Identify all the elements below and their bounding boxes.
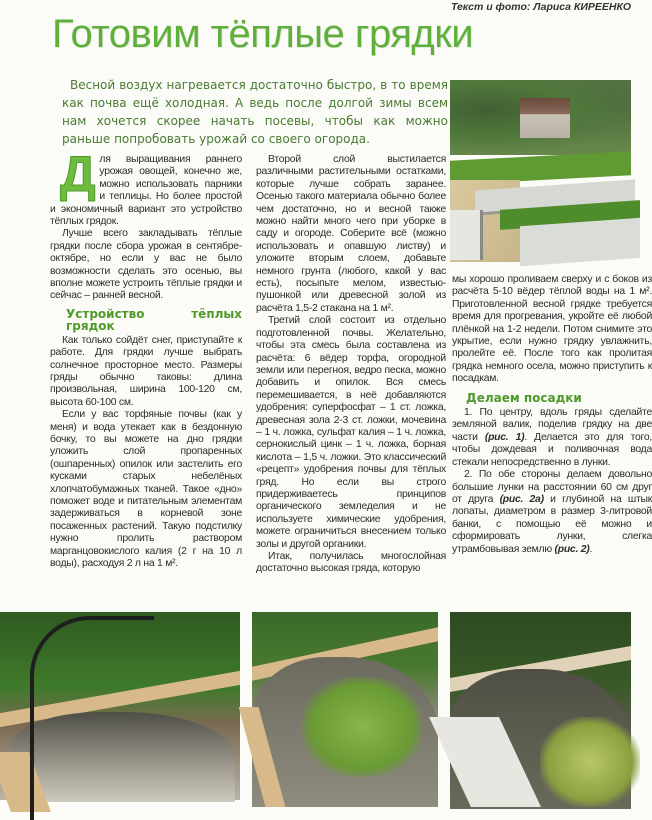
photo-grass-layer	[302, 677, 422, 777]
paragraph-text: 1. По центру, вдоль гряды сделайте земляной валик, поделив грядку на две части	[452, 407, 652, 443]
paragraph	[452, 469, 652, 556]
column-3	[452, 274, 652, 556]
figure-reference: (рис. 2)	[554, 543, 590, 555]
credit-author: Лариса КИРЕЕНКО	[533, 1, 631, 13]
photo-hose	[30, 616, 154, 820]
column-1	[50, 146, 242, 570]
credit-prefix: Текст и фото:	[450, 1, 531, 13]
photo-bed-layer-3	[450, 612, 631, 800]
section-heading-planting: Делаем посадки	[466, 390, 582, 405]
paragraph: Итак, получилась многослойная достаточно высокая гряда, которую	[256, 551, 446, 575]
paragraph-text: . Делается это для того, чтобы дождевая и поливочная вода стекали непосредственно в лунки.	[452, 431, 652, 468]
paragraph: Если у вас торфяные почвы (как у меня) и вода утекает как в бездонную бочку, то вы можете на дно грядки уложить слой пропаренных (ошпаренных) опилок или застелить его кусками старых небелёных хлопчатобумажных тканей. Такое «дно» поможет воде и питательным элементам задерживаться в корневой зоне посаженных растений. Такую подстилку нужно пролить раствором марганцовокислого калия (2 г на 10 л воды), расходуя 2 л на 1 м².	[50, 409, 242, 569]
photo-bed-cover	[520, 218, 640, 266]
photo-covered-garden-beds	[450, 80, 631, 262]
paragraph: Третий слой состоит из отдельно подготовленной почвы. Желательно, чтобы эта смесь была составлена из расчёта: 6 вёдер торфа, огородной земли или перегноя, ведро песка, можно добавить и опилок. Вся смесь перемешивается, в неё добавляются удобрения: суперфосфат – 1 ст. ложка, древесная зола 2-3 ст. ложки, мочевина – 1 ч. ложка, сульфат калия – 1 ч. ложка, сернокислый цинк – 1 ч. ложка, борная кислота – 1,5 ч. ложки. Это классический «рецепт» удобрения почвы для тёплых гряд. Но если вы строго придерживаетесь принципов органического земледелия и не используете химические удобрения, можете ограничиться внесением только золы и другой органики.	[256, 315, 446, 550]
photo-bed-layer-1	[0, 612, 240, 800]
paragraph: Как только сойдёт снег, приступайте к работе. Для грядки лучше выбрать солнечное просторное место. Размеры гряды обычно таковы: длина произвольная, ширина 100-120 см, высота 60-100 см.	[50, 334, 242, 408]
column-2	[256, 154, 446, 576]
article-lead: Весной воздух нагревается достаточно быстро, в то время как почва ещё холодная. А ведь после долгой зимы всем нам хочется скорее начать посевы, чтобы как можно раньше попробовать урожай со своего огорода.	[62, 78, 448, 146]
photo-bed-layer-2	[252, 612, 438, 800]
paragraph	[452, 407, 652, 469]
paragraph	[50, 146, 242, 228]
photo-tub	[450, 210, 483, 260]
section-heading-construction: Устройство тёплых грядок	[66, 306, 242, 334]
paragraph: Второй слой выстилается различными растительными остатками, которые лучше собрать заранее. Осенью такого материала обычно более чем достаточно, но и весной также можно найти много чего при уборке в саду и огороде. Соберите всё (можно использовать и опавшую листву) и уложите вторым слоем, добавьте немного грунта (любого, какой у вас есть), посыпьте мелом, известью-пушонкой или древесной золой из расчёта 1,5-2 стакана на 1 м².	[256, 154, 446, 314]
paragraph: мы хорошо проливаем сверху и с боков из расчёта 5-10 вёдер тёплой воды на 1 м². Приготовленной весной грядке требуется время для прогревания, укройте её любой плёнкой на 1-2 недели. Потом снимите это укрытие, если нужно грядку увлажнить, пролейте её. После того как пролитая грядка немного осела, можно приступить к посадкам.	[452, 274, 652, 385]
figure-reference: (рис. 2а)	[499, 493, 544, 505]
paragraph-text: ля выращивания раннего урожая овощей, конечно же, можно использовать парники и теплицы. Но более простой и экономичный вариант это устройство тёплых грядок.	[50, 154, 242, 228]
figure-reference: (рис. 1)	[484, 431, 525, 443]
paragraph: Лучше всего закладывать тёплые грядки после сбора урожая в сентябре-октябре, но если у вас не было возможности сделать это осенью, вы вполне можете устроить тёплые грядки и сейчас – ранней весной.	[50, 228, 242, 302]
photo-house	[520, 98, 570, 138]
photo-grass-layer	[540, 717, 640, 807]
paragraph-text: и глубиной на штык лопаты, диаметром в размер 3-литровой банки, с помощью её можно и сформировать лунки, слегка утрамбовывая землю	[452, 493, 652, 555]
paragraph-text: 2. По обе стороны делаем довольно большие лунки на расстоянии 60 см друг от друга	[452, 469, 652, 505]
drop-cap: Д	[60, 146, 96, 202]
paragraph-text: .	[589, 543, 593, 555]
article-title: Готовим тёплые грядки	[52, 12, 474, 56]
author-credit	[451, 1, 631, 13]
